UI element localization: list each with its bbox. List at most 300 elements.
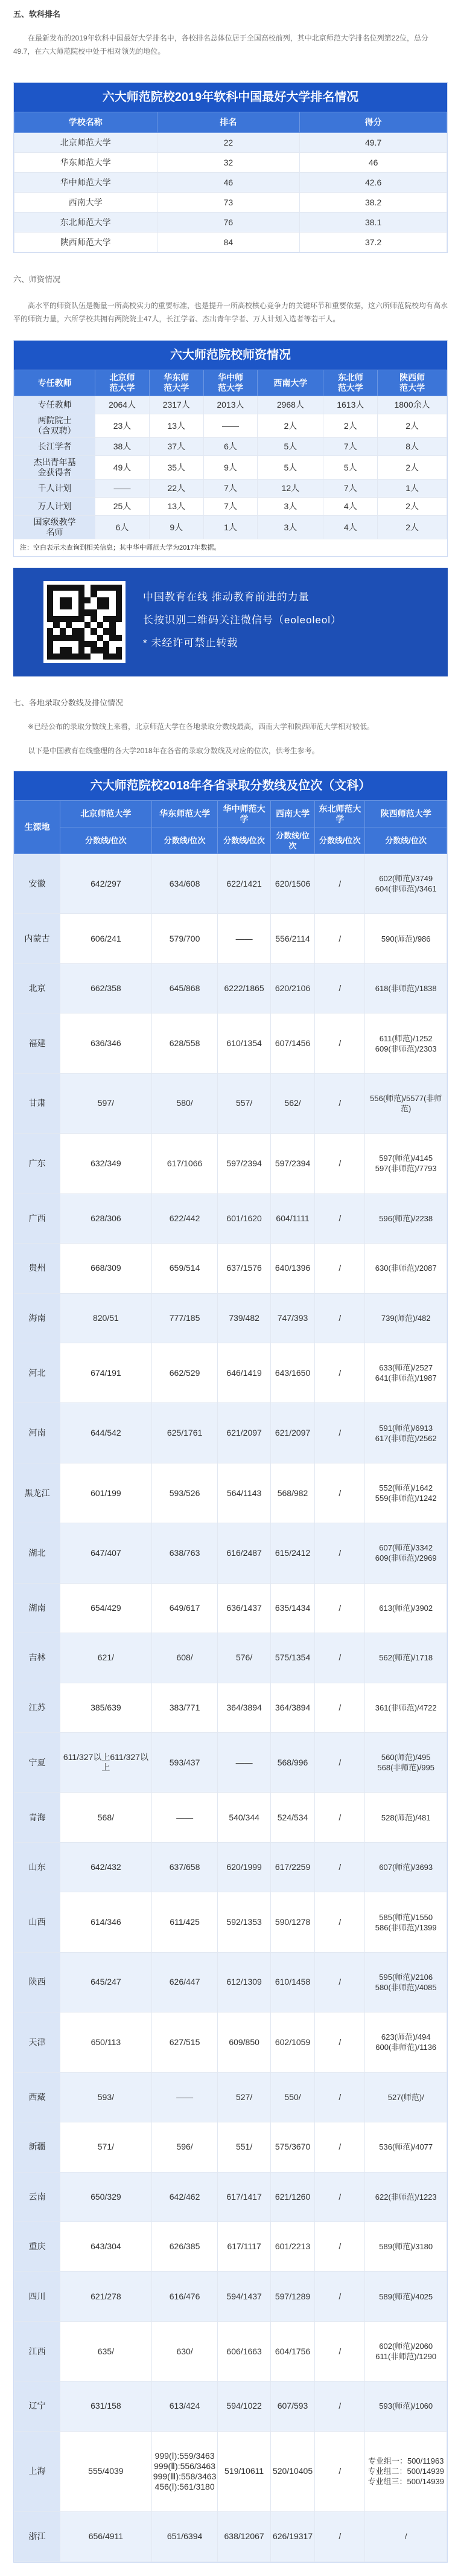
scores-cell: / [315, 2512, 365, 2562]
faculty-table-header-row [14, 370, 447, 396]
scores-row-province: 海南 [14, 1293, 60, 1343]
scores-row-province: 辽宁 [14, 2382, 60, 2431]
scores-cell: 630/ [151, 2321, 218, 2381]
scores-cell: 635/ [60, 2321, 152, 2381]
scores-row [14, 1633, 447, 1683]
scores-cell: / [315, 2321, 365, 2381]
scores-cell: 643/1650 [270, 1343, 314, 1402]
scores-row-province: 广西 [14, 1193, 60, 1243]
scores-cell: 625/1761 [151, 1403, 218, 1463]
scores-cell: / [315, 1293, 365, 1343]
ranking-header-school: 学校名称 [14, 112, 157, 133]
scores-row [14, 1193, 447, 1243]
scores-cell: 562/ [270, 1073, 314, 1133]
scores-cell: / [315, 1842, 365, 1892]
section-title-scores: 七、各地录取分数线及排位情况 [13, 698, 124, 707]
scores-cell: 621/2097 [218, 1403, 270, 1463]
scores-row-province: 湖南 [14, 1583, 60, 1633]
scores-cell: 610/1354 [218, 1013, 270, 1073]
scores-row [14, 854, 447, 914]
scores-header-school: 华东师范大学 [151, 801, 218, 827]
ranking-table-body [14, 133, 447, 252]
ranking-table-title: 六大师范院校2019年软科中国最好大学排名情况 [14, 83, 447, 112]
faculty-cell: 9人 [149, 516, 203, 539]
scores-cell: 638/12067 [218, 2512, 270, 2562]
scores-cell: 607(师范)/3693 [365, 1842, 447, 1892]
scores-cell: 626/447 [151, 1952, 218, 2012]
scores-row [14, 1073, 447, 1133]
scores-cell: 622/442 [151, 1193, 218, 1243]
scores-cell: 649/617 [151, 1583, 218, 1633]
scores-cell: 575/3670 [270, 2122, 314, 2172]
scores-row-province: 云南 [14, 2172, 60, 2221]
scores-table-header-row [14, 801, 447, 827]
scores-cell: / [315, 1892, 365, 1952]
ranking-cell-rank: 84 [157, 233, 300, 252]
faculty-cell: 2013人 [203, 396, 258, 414]
scores-cell: 524/534 [270, 1793, 314, 1842]
ranking-table-container [13, 82, 448, 253]
scores-row-province: 山西 [14, 1892, 60, 1952]
scores-row [14, 2272, 447, 2321]
scores-row [14, 2221, 447, 2271]
faculty-cell: 38人 [95, 438, 150, 456]
scores-cell: 601/199 [60, 1463, 152, 1523]
faculty-cell: 7人 [323, 480, 378, 498]
faculty-header-school: 陕西师 范大学 [378, 370, 447, 396]
scores-cell: / [315, 1683, 365, 1732]
scores-cell: 616/2487 [218, 1523, 270, 1583]
ranking-cell-school: 西南大学 [14, 193, 157, 213]
scores-cell: 364/3894 [270, 1683, 314, 1732]
scores-cell: / [315, 1073, 365, 1133]
scores-cell: 592/1353 [218, 1892, 270, 1952]
faculty-header-school: 华东师 范大学 [149, 370, 203, 396]
faculty-cell: 7人 [323, 438, 378, 456]
section-title-faculty: 六、师资情况 [13, 275, 61, 284]
faculty-table-title: 六大师范院校师资情况 [14, 341, 447, 370]
scores-cell: / [315, 1793, 365, 1842]
scores-row-province: 湖北 [14, 1523, 60, 1583]
scores-cell: 568/996 [270, 1733, 314, 1793]
scores-row [14, 2382, 447, 2431]
scores-cell: 607(师范)/3342 609(非师范)/2969 [365, 1523, 447, 1583]
scores-cell: 593/ [60, 2072, 152, 2122]
faculty-cell: 2人 [258, 414, 323, 438]
scores-subheader: 分数线/位次 [270, 827, 314, 854]
scores-cell: 645/868 [151, 963, 218, 1013]
faculty-cell: —— [203, 414, 258, 438]
faculty-cell: 2317人 [149, 396, 203, 414]
scores-cell: 651/6394 [151, 2512, 218, 2562]
banner-slogan: 中国教育在线 推动教育前进的力量 [143, 591, 310, 603]
scores-subheader: 分数线/位次 [218, 827, 270, 854]
scores-cell: 597/2394 [218, 1134, 270, 1193]
scores-cell: / [315, 1013, 365, 1073]
scores-cell: 560(师范)/495 568(非师范)/995 [365, 1733, 447, 1793]
faculty-row-label: 长江学者 [14, 438, 95, 456]
faculty-cell: 6人 [203, 438, 258, 456]
scores-row [14, 1583, 447, 1633]
faculty-cell: 2人 [378, 456, 447, 480]
scores-cell: 611/327以上611/327以上 [60, 1733, 152, 1793]
faculty-header-corner: 专任教师 [14, 370, 95, 396]
scores-cell: 645/247 [60, 1952, 152, 2012]
faculty-cell: 2人 [323, 414, 378, 438]
scores-cell: 6222/1865 [218, 963, 270, 1013]
faculty-cell: 7人 [203, 480, 258, 498]
banner-wechat-hint: 长按识别二维码关注微信号（eoleoleol） [143, 614, 342, 626]
scores-row-province: 四川 [14, 2272, 60, 2321]
wechat-promo-banner [13, 568, 448, 676]
ranking-cell-rank: 22 [157, 133, 300, 153]
scores-row [14, 2172, 447, 2221]
scores-row [14, 2512, 447, 2562]
scores-cell: 585(师范)/1550 586(非师范)/1399 [365, 1892, 447, 1952]
faculty-row [14, 516, 447, 539]
scores-cell: / [315, 2122, 365, 2172]
scores-row-province: 广东 [14, 1134, 60, 1193]
faculty-cell: 4人 [323, 516, 378, 539]
scores-subheader: 分数线/位次 [60, 827, 152, 854]
scores-row-province: 河南 [14, 1403, 60, 1463]
faculty-cell: 4人 [323, 498, 378, 516]
scores-row-province: 安徽 [14, 854, 60, 914]
faculty-cell: 5人 [323, 456, 378, 480]
scores-cell: 739(师范)/482 [365, 1293, 447, 1343]
scores-cell: 527(师范)/ [365, 2072, 447, 2122]
scores-cell: / [315, 1583, 365, 1633]
scores-cell: 668/309 [60, 1244, 152, 1293]
scores-row [14, 1343, 447, 1402]
ranking-cell-rank: 73 [157, 193, 300, 213]
ranking-cell-score: 46 [300, 153, 447, 173]
faculty-row [14, 396, 447, 414]
faculty-cell: 1800余人 [378, 396, 447, 414]
scores-cell: 604/1756 [270, 2321, 314, 2381]
ranking-row [14, 133, 447, 153]
faculty-cell: 35人 [149, 456, 203, 480]
faculty-cell: 1人 [203, 516, 258, 539]
scores-cell: 536(师范)/4077 [365, 2122, 447, 2172]
faculty-row-label: 万人计划 [14, 498, 95, 516]
scores-cell: 528(师范)/481 [365, 1793, 447, 1842]
scores-cell: 617/2259 [270, 1842, 314, 1892]
scores-cell: 617/1066 [151, 1134, 218, 1193]
scores-cell: 632/349 [60, 1134, 152, 1193]
faculty-table-body [14, 396, 447, 539]
scores-cell: 595(师范)/2106 580(非师范)/4085 [365, 1952, 447, 2012]
faculty-cell: 23人 [95, 414, 150, 438]
ranking-row [14, 193, 447, 213]
ranking-cell-score: 37.2 [300, 233, 447, 252]
faculty-row-label: 国家级教学 名师 [14, 516, 95, 539]
scores-cell: 633(师范)/2527 641(非师范)/1987 [365, 1343, 447, 1402]
scores-cell: —— [151, 1793, 218, 1842]
scores-row-province: 江西 [14, 2321, 60, 2381]
faculty-header-school: 北京师 范大学 [95, 370, 150, 396]
scores-cell: 557/ [218, 1073, 270, 1133]
faculty-cell: 2人 [378, 498, 447, 516]
scores-subheader: 分数线/位次 [365, 827, 447, 854]
scores-row [14, 914, 447, 963]
scores-cell: / [315, 854, 365, 914]
scores-row-province: 北京 [14, 963, 60, 1013]
scores-cell: —— [218, 914, 270, 963]
scores-paragraph-1: ※已经公布的录取分数线上来看，北京师范大学在各地录取分数线最高，西南大学和陕西师范大学相对较低。 [28, 722, 375, 731]
scores-cell: 576/ [218, 1633, 270, 1683]
scores-cell: 647/407 [60, 1523, 152, 1583]
ranking-cell-rank: 32 [157, 153, 300, 173]
scores-cell: 601/2213 [270, 2221, 314, 2271]
scores-header-origin: 生源地 [14, 801, 60, 854]
faculty-cell: 13人 [149, 414, 203, 438]
scores-cell: 385/639 [60, 1683, 152, 1732]
scores-cell: 747/393 [270, 1293, 314, 1343]
faculty-cell: 37人 [149, 438, 203, 456]
scores-cell: 556(师范)/5577(非师范) [365, 1073, 447, 1133]
scores-cell: 606/1663 [218, 2321, 270, 2381]
scores-cell: 642/297 [60, 854, 152, 914]
scores-cell: 575/1354 [270, 1633, 314, 1683]
scores-cell: 611(师范)/1252 609(非师范)/2303 [365, 1013, 447, 1073]
scores-cell: 593(师范)/1060 [365, 2382, 447, 2431]
scores-cell: 606/241 [60, 914, 152, 963]
scores-cell: 620/1999 [218, 1842, 270, 1892]
ranking-cell-score: 38.2 [300, 193, 447, 213]
scores-row-province: 山东 [14, 1842, 60, 1892]
scores-cell: 636/1437 [218, 1583, 270, 1633]
scores-row-province: 青海 [14, 1793, 60, 1842]
scores-cell: 597(师范)/4145 597(非师范)/7793 [365, 1134, 447, 1193]
scores-cell: 621/278 [60, 2272, 152, 2321]
scores-cell: 579/700 [151, 914, 218, 963]
scores-cell: 601/1620 [218, 1193, 270, 1243]
faculty-cell: 2人 [378, 516, 447, 539]
scores-row [14, 1463, 447, 1523]
faculty-cell: 2064人 [95, 396, 150, 414]
faculty-cell: —— [95, 480, 150, 498]
scores-cell: 593/437 [151, 1733, 218, 1793]
scores-cell: 621/2097 [270, 1403, 314, 1463]
ranking-header-score: 得分 [300, 112, 447, 133]
scores-cell: 630(非师范)/2087 [365, 1244, 447, 1293]
ranking-table-header-row [14, 112, 447, 133]
faculty-cell: 3人 [258, 498, 323, 516]
scores-row-province: 重庆 [14, 2221, 60, 2271]
scores-cell: 618(非师范)/1838 [365, 963, 447, 1013]
scores-cell: 593/526 [151, 1463, 218, 1523]
scores-cell: 636/346 [60, 1013, 152, 1073]
scores-cell: 602(师范)/2060 611(非师范)/1290 [365, 2321, 447, 2381]
scores-row [14, 1244, 447, 1293]
ranking-cell-school: 东北师范大学 [14, 213, 157, 233]
scores-cell: / [315, 1244, 365, 1293]
ranking-cell-score: 38.1 [300, 213, 447, 233]
scores-cell: 607/593 [270, 2382, 314, 2431]
scores-cell: 568/982 [270, 1463, 314, 1523]
scores-row-province: 宁夏 [14, 1733, 60, 1793]
ranking-cell-school: 北京师范大学 [14, 133, 157, 153]
scores-cell: 568/ [60, 1793, 152, 1842]
faculty-header-school: 西南大学 [258, 370, 323, 396]
scores-cell: 621/1260 [270, 2172, 314, 2221]
ranking-cell-school: 陕西师范大学 [14, 233, 157, 252]
scores-row-province: 甘肃 [14, 1073, 60, 1133]
scores-cell: 659/514 [151, 1244, 218, 1293]
scores-table-container [13, 771, 448, 2563]
faculty-cell: 13人 [149, 498, 203, 516]
faculty-cell: 22人 [149, 480, 203, 498]
scores-row-province: 西藏 [14, 2072, 60, 2122]
faculty-cell: 9人 [203, 456, 258, 480]
scores-cell: 590(师范)/986 [365, 914, 447, 963]
faculty-table-container [13, 340, 448, 557]
faculty-header-school: 华中师 范大学 [203, 370, 258, 396]
scores-table [14, 800, 447, 2562]
section-title-ranking: 五、软科排名 [13, 10, 61, 19]
scores-cell: 622/1421 [218, 854, 270, 914]
scores-row-province: 上海 [14, 2431, 60, 2511]
scores-cell: 634/608 [151, 854, 218, 914]
scores-cell: 654/429 [60, 1583, 152, 1633]
scores-cell: 999(Ⅰ):559/3463 999(Ⅱ):556/3463 999(Ⅲ):558/3463 456(Ⅰ):561/3180 [151, 2431, 218, 2511]
scores-row-province: 福建 [14, 1013, 60, 1073]
faculty-table [14, 370, 447, 539]
scores-cell: 620/1506 [270, 854, 314, 914]
scores-row-province: 陕西 [14, 1952, 60, 2012]
ranking-cell-school: 华中师范大学 [14, 173, 157, 193]
scores-cell: / [315, 2382, 365, 2431]
scores-cell: 674/191 [60, 1343, 152, 1402]
faculty-cell: 25人 [95, 498, 150, 516]
faculty-row-label: 专任教师 [14, 396, 95, 414]
scores-row [14, 2012, 447, 2072]
scores-cell: 604/1111 [270, 1193, 314, 1243]
scores-cell: 646/1419 [218, 1343, 270, 1402]
ranking-table [14, 112, 447, 252]
scores-table-body [14, 854, 447, 2562]
scores-paragraph-2: 以下是中国教育在线整理的各大学2018年在各省的录取分数线及对应的位次，供考生参考。 [28, 747, 319, 755]
faculty-cell: 49人 [95, 456, 150, 480]
scores-cell: 596(师范)/2238 [365, 1193, 447, 1243]
scores-header-school: 陕西师范大学 [365, 801, 447, 827]
faculty-row [14, 456, 447, 480]
scores-row-province: 吉林 [14, 1633, 60, 1683]
scores-cell: 628/558 [151, 1013, 218, 1073]
scores-cell: 626/19317 [270, 2512, 314, 2562]
scores-row [14, 963, 447, 1013]
scores-cell: 613(师范)/3902 [365, 1583, 447, 1633]
scores-cell: 650/113 [60, 2012, 152, 2072]
scores-cell: —— [218, 1733, 270, 1793]
faculty-row-label: 杰出青年基 金获得者 [14, 456, 95, 480]
scores-cell: 571/ [60, 2122, 152, 2172]
scores-cell: 612/1309 [218, 1952, 270, 2012]
scores-row [14, 2122, 447, 2172]
faculty-row-label: 千人计划 [14, 480, 95, 498]
scores-cell: 520/10405 [270, 2431, 314, 2511]
scores-cell: 589(师范)/4025 [365, 2272, 447, 2321]
faculty-row-label: 两院院士 （含双聘） [14, 414, 95, 438]
scores-cell: 614/346 [60, 1892, 152, 1952]
scores-cell: 662/358 [60, 963, 152, 1013]
scores-cell: 777/185 [151, 1293, 218, 1343]
scores-row-province: 内蒙古 [14, 914, 60, 963]
scores-cell: 591(师范)/6913 617(非师范)/2562 [365, 1403, 447, 1463]
scores-cell: 650/329 [60, 2172, 152, 2221]
scores-cell: 643/304 [60, 2221, 152, 2271]
scores-cell: / [315, 2221, 365, 2271]
scores-cell: 610/1458 [270, 1952, 314, 2012]
scores-cell: 589(师范)/3180 [365, 2221, 447, 2271]
ranking-paragraph: 在最新发布的2019年软科中国最好大学排名中，各校排名总体位居于全国高校前列，其中北京师范大学排名位列第22位，总分49.7，在六大师范院校中处于相对领先的地位。 [13, 34, 429, 56]
ranking-row [14, 153, 447, 173]
scores-cell: 623(师范)/494 600(非师范)/1136 [365, 2012, 447, 2072]
scores-cell: / [315, 2272, 365, 2321]
ranking-cell-rank: 46 [157, 173, 300, 193]
faculty-cell: 2人 [378, 414, 447, 438]
scores-cell: 361(非师范)/4722 [365, 1683, 447, 1732]
scores-cell: / [315, 1193, 365, 1243]
scores-cell: 617/1417 [218, 2172, 270, 2221]
scores-cell: 596/ [151, 2122, 218, 2172]
faculty-row [14, 438, 447, 456]
qr-code-pattern [47, 585, 122, 660]
scores-row-province: 黑龙江 [14, 1463, 60, 1523]
scores-cell: 602(师范)/3749 604(非师范)/3461 [365, 854, 447, 914]
scores-cell: 580/ [151, 1073, 218, 1133]
scores-cell: 597/ [60, 1073, 152, 1133]
scores-cell: 642/432 [60, 1842, 152, 1892]
ranking-cell-rank: 76 [157, 213, 300, 233]
scores-cell: 364/3894 [218, 1683, 270, 1732]
scores-cell: 627/515 [151, 2012, 218, 2072]
scores-cell: / [315, 1463, 365, 1523]
scores-cell: 644/542 [60, 1403, 152, 1463]
scores-row [14, 1892, 447, 1952]
scores-cell: 617/1117 [218, 2221, 270, 2271]
qr-code-icon[interactable] [43, 581, 126, 663]
scores-cell: 739/482 [218, 1293, 270, 1343]
scores-cell: —— [151, 2072, 218, 2122]
scores-cell: / [315, 963, 365, 1013]
scores-cell: 637/658 [151, 1842, 218, 1892]
scores-row-province: 河北 [14, 1343, 60, 1402]
faculty-cell: 3人 [258, 516, 323, 539]
ranking-cell-score: 42.6 [300, 173, 447, 193]
scores-cell: 662/529 [151, 1343, 218, 1402]
scores-row [14, 2321, 447, 2381]
scores-cell: 628/306 [60, 1193, 152, 1243]
ranking-cell-score: 49.7 [300, 133, 447, 153]
scores-cell: 613/424 [151, 2382, 218, 2431]
faculty-row [14, 414, 447, 438]
scores-cell: 609/850 [218, 2012, 270, 2072]
ranking-row [14, 173, 447, 193]
scores-row [14, 1523, 447, 1583]
scores-row-province: 贵州 [14, 1244, 60, 1293]
scores-row [14, 1683, 447, 1732]
scores-cell: 540/344 [218, 1793, 270, 1842]
scores-cell: / [315, 1523, 365, 1583]
scores-cell: 611/425 [151, 1892, 218, 1952]
scores-row [14, 1733, 447, 1793]
faculty-cell: 6人 [95, 516, 150, 539]
scores-cell: 597/1289 [270, 2272, 314, 2321]
banner-copyright-note: * 未经许可禁止转载 [143, 637, 238, 649]
scores-header-school: 北京师范大学 [60, 801, 152, 827]
